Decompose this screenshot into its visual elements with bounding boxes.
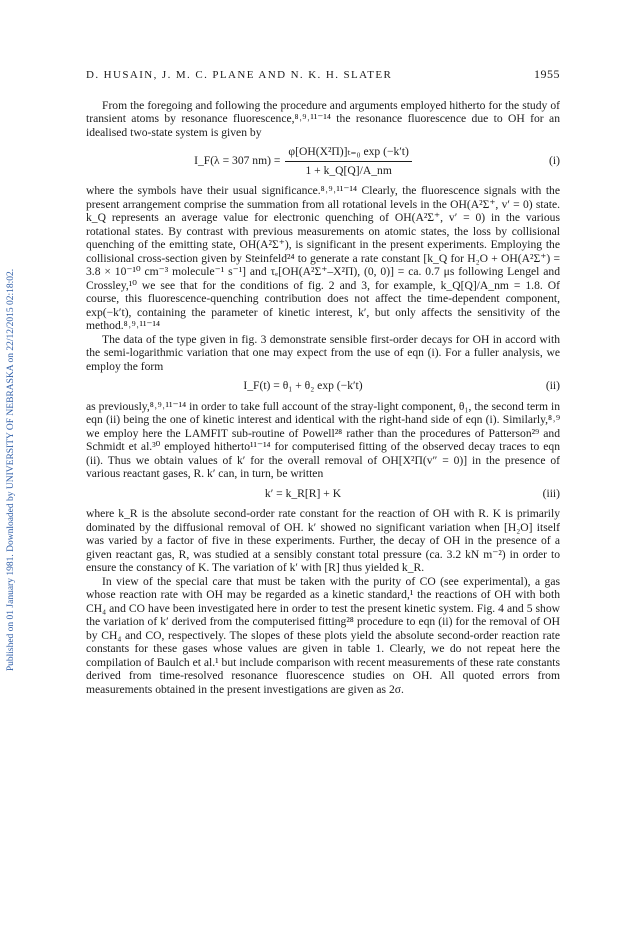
equation-i-denominator: 1 + k_Q[Q]/A_nm bbox=[305, 163, 392, 177]
paragraph-6: In view of the special care that must be taken with the purity of CO (see experimental), a gas whose reaction rate with OH may be regarded as a kinetic standard,¹ the reactions of OH with both CH₄ and CO have been investigated here in order to test the present kinetic system. Fig. 4 and 5 show the variation of k′ derived from the computerised fitting²⁸ procedure to eqn (ii) for the removal of OH by CH₄ and CO, respectively. The slopes of these plots yield the absolute second-order reaction rate constants for these gases whose values are given in table 1. Clearly, we do not repeat here the compilation of Baulch et al.¹ but include comparison with recent measurements of these rate constants derived from time-resolved resonance fluorescence studies on OH. All quoted errors from measurements obtained in the present investigations are given as 2σ. bbox=[86, 574, 560, 696]
paragraph-1: From the foregoing and following the procedure and arguments employed hitherto for the study of transient atoms by resonance fluorescence,⁸˒⁹˒¹¹⁻¹⁴ the resonance fluorescence due to OH for an idealised two-state system is given by bbox=[86, 98, 560, 139]
article-page bbox=[86, 68, 560, 696]
equation-ii-number: (ii) bbox=[545, 379, 560, 392]
equation-i-numerator: φ[OH(X²Π)]ₜ₌₀ exp (−k′t) bbox=[285, 145, 411, 162]
page-number: 1955 bbox=[534, 67, 560, 81]
running-header bbox=[86, 68, 560, 83]
equation-iii bbox=[86, 487, 560, 501]
equation-i-fraction bbox=[285, 145, 411, 177]
paragraph-4: as previously,⁸˒⁹˒¹¹⁻¹⁴ in order to take full account of the stray-light component, θ₁, the second term in eqn (ii) being the one of kinetic interest and identical with the right-hand side of eqn (i). Similarly,⁸˒⁹ we employ here the LAMFIT sub-routine of Powell²⁸ rather than the procedures of Patterson²⁹ and Schmidt et al.³⁰ employed hitherto¹¹⁻¹⁴ for computerised fitting of the observed decay traces to eqn (ii). Thus we obtain values of k′ for the overall removal of OH[X²Π(v″ = 0)] in the presence of various reactant gases, R. k′ can, in turn, be written bbox=[86, 399, 560, 480]
equation-ii bbox=[86, 379, 560, 393]
equation-i-lhs: I_F(λ = 307 nm) = bbox=[194, 154, 281, 168]
paragraph-3: The data of the type given in fig. 3 demonstrate sensible first-order decays for OH in accord with the semi-logarithmic variation that one may expect from the use of eqn (i). For a fuller analysis, we employ the form bbox=[86, 332, 560, 373]
paragraph-5: where k_R is the absolute second-order rate constant for the reaction of OH with R. K is primarily dominated by the diffusional removal of OH. k′ showed no significant variation when [H₂O] itself was varied by a factor of five in these experiments. Further, the decay of OH in the presence of a given reactant gas, R, was studied at a sensibly constant total pressure (ca. 3.2 kN m⁻²) in order to ensure the constancy of K. The variation of k′ with [R] thus yielded k_R. bbox=[86, 507, 560, 574]
running-head-authors: D. HUSAIN, J. M. C. PLANE AND N. K. H. SLATER bbox=[86, 69, 393, 81]
equation-iii-number: (iii) bbox=[542, 486, 560, 500]
paragraph-2: where the symbols have their usual significance.⁸˒⁹˒¹¹⁻¹⁴ Clearly, the fluorescence signals with the present arrangement comprise the summation from all rotational levels in the OH(A²Σ⁺, v′ = 0) state. k_Q represents an average value for electronic quenching of OH(A²Σ⁺, v′ = 0) in the various rotational states. By contrast with previous measurements on atomic states, the loss by collisional quenching of the emitting state, OH(A²Σ⁺), is significant in the present experiments. Employing the collisional cross-section given by Steinfeld²⁴ to generate a rate constant [k_Q for H₂O + OH(A²Σ⁺) = 3.8 × 10⁻¹⁰ cm⁻³ molecule⁻¹ s⁻¹] and τₑ[OH(A²Σ⁺–X²Π), (0, 0)] = ca. 0.7 μs following Lengel and Crossley,¹⁰ we see that for the conditions of fig. 2 and 3, for example, k_Q[Q]/A_nm = 1.8. Of course, this fluorescence-quenching contribution does not affect the time-dependent component, exp(−k′t), containing the parameter of kinetic interest, k′, but only affects the sensitivity of the method.⁸˒⁹˒¹¹⁻¹⁴ bbox=[86, 184, 560, 332]
download-sidebar bbox=[0, 120, 22, 820]
equation-iii-expression: k′ = k_R[R] + K bbox=[264, 486, 342, 500]
equation-i bbox=[86, 145, 560, 177]
equation-i-number: (i) bbox=[549, 154, 560, 168]
download-note[interactable]: Published on 01 January 1981. Downloaded by UNIVERSITY OF NEBRASKA on 22/12/2015 02:18:02. bbox=[6, 268, 16, 672]
equation-ii-expression: I_F(t) = θ₁ + θ₂ exp (−k′t) bbox=[243, 379, 363, 392]
